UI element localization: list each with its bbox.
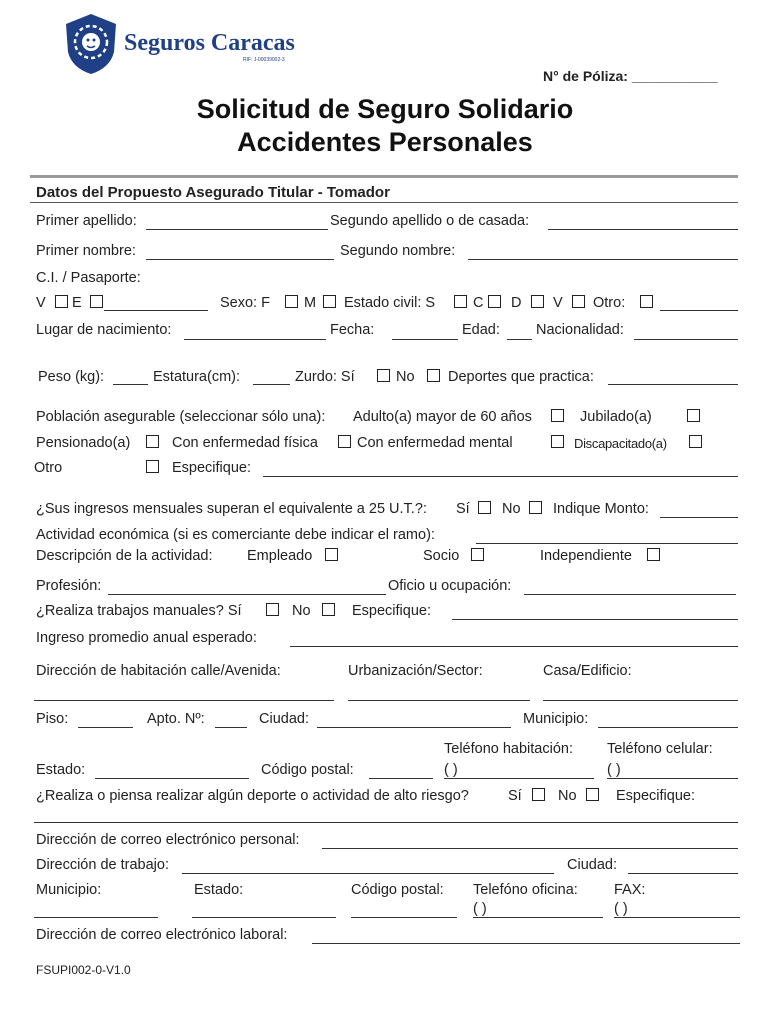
lion-shield-icon [62, 12, 120, 76]
field-primer-nombre[interactable] [146, 259, 334, 260]
label-adulto-mayor: Adulto(a) mayor de 60 años [353, 409, 532, 425]
label-municipio: Municipio: [523, 711, 589, 727]
checkbox-civil-s[interactable] [454, 295, 467, 308]
label-ciudad-trabajo: Ciudad: [567, 857, 617, 873]
label-estado-civil: Estado civil: S [344, 295, 436, 311]
label-fax-area: ( ) [614, 901, 628, 917]
field-direccion-habitacion[interactable] [34, 700, 334, 701]
label-zurdo-no: No [396, 369, 415, 385]
label-m: M [304, 295, 317, 311]
label-enf-fisica: Con enfermedad física [172, 435, 318, 451]
label-oficio: Oficio u ocupación: [388, 578, 512, 594]
checkbox-empleado[interactable] [325, 548, 338, 561]
section-bottom-rule [30, 202, 738, 203]
label-enf-mental: Con enfermedad mental [357, 435, 513, 451]
label-manuales: ¿Realiza trabajos manuales? Sí [36, 603, 242, 619]
label-correo-personal: Dirección de correo electrónico personal: [36, 832, 300, 848]
label-ingresos-si: Sí [456, 501, 470, 517]
label-riesgo-no: No [558, 788, 577, 804]
field-casa-edificio[interactable] [543, 700, 738, 701]
checkbox-v[interactable] [55, 295, 68, 308]
label-profesion: Profesión: [36, 578, 102, 594]
section-heading: Datos del Propuesto Asegurado Titular - Tomador [36, 184, 390, 201]
label-peso: Peso (kg): [38, 369, 105, 385]
checkbox-jubilado[interactable] [687, 409, 700, 422]
field-ciudad[interactable] [317, 727, 511, 728]
checkbox-adulto-mayor[interactable] [551, 409, 564, 422]
field-especifique-poblacion[interactable] [263, 476, 738, 477]
label-jubilado: Jubilado(a) [580, 409, 652, 425]
label-urbanizacion: Urbanización/Sector: [348, 663, 483, 679]
field-correo-personal[interactable] [322, 848, 738, 849]
label-segundo-apellido: Segundo apellido o de casada: [330, 213, 530, 229]
label-ci-pasaporte: C.I. / Pasaporte: [36, 270, 141, 286]
field-codigo-postal-trabajo[interactable] [351, 917, 457, 918]
policy-number-label: N° de Póliza: ___________ [543, 68, 718, 84]
label-v2: V [553, 295, 563, 311]
footer-form-code: FSUPI002-0-V1.0 [36, 963, 131, 977]
label-independiente: Independiente [540, 548, 632, 564]
checkbox-enf-mental[interactable] [551, 435, 564, 448]
checkbox-independiente[interactable] [647, 548, 660, 561]
field-tel-celular[interactable] [607, 778, 738, 779]
label-primer-nombre: Primer nombre: [36, 243, 136, 259]
checkbox-pensionado[interactable] [146, 435, 159, 448]
field-ciudad-trabajo[interactable] [628, 873, 738, 874]
checkbox-civil-d[interactable] [531, 295, 544, 308]
checkbox-civil-otro[interactable] [640, 295, 653, 308]
checkbox-ingresos-si[interactable] [478, 501, 491, 514]
field-civil-otro[interactable] [660, 310, 738, 311]
checkbox-otro-poblacion[interactable] [146, 460, 159, 473]
field-ci-number[interactable] [104, 310, 208, 311]
label-manuales-no: No [292, 603, 311, 619]
label-nacionalidad: Nacionalidad: [536, 322, 624, 338]
checkbox-socio[interactable] [471, 548, 484, 561]
company-name: Seguros Caracas [124, 30, 295, 56]
field-municipio[interactable] [598, 727, 738, 728]
label-riesgo-especifique: Especifique: [616, 788, 695, 804]
field-fax[interactable] [614, 917, 740, 918]
field-direccion-trabajo[interactable] [182, 873, 554, 874]
field-riesgo-especifique[interactable] [34, 822, 738, 823]
label-correo-laboral: Dirección de correo electrónico laboral: [36, 927, 288, 943]
label-tel-celular: Teléfono celular: [607, 741, 713, 757]
field-primer-apellido[interactable] [146, 229, 328, 230]
label-fax: FAX: [614, 882, 646, 898]
field-actividad[interactable] [476, 543, 738, 544]
label-tel-oficina-area: ( ) [473, 901, 487, 917]
label-deporte-riesgo: ¿Realiza o piensa realizar algún deporte o actividad de alto riesgo? [36, 788, 469, 804]
section-top-rule [30, 175, 738, 178]
label-codigo-postal-trabajo: Código postal: [351, 882, 444, 898]
company-rif: RIF: J-00039002-3 [243, 57, 285, 63]
field-segundo-nombre[interactable] [468, 259, 738, 260]
label-tel-oficina: Telefóno oficina: [473, 882, 578, 898]
field-profesion[interactable] [108, 594, 386, 595]
checkbox-sexo-f[interactable] [285, 295, 298, 308]
checkbox-civil-v[interactable] [572, 295, 585, 308]
label-socio: Socio [423, 548, 460, 564]
field-segundo-apellido[interactable] [548, 229, 738, 230]
company-logo [62, 12, 120, 80]
label-otro-poblacion: Otro [34, 460, 63, 476]
field-apto[interactable] [215, 727, 247, 728]
label-piso: Piso: [36, 711, 69, 727]
checkbox-riesgo-no[interactable] [586, 788, 599, 801]
checkbox-civil-c[interactable] [488, 295, 501, 308]
field-fecha[interactable] [392, 339, 458, 340]
label-pensionado: Pensionado(a) [36, 435, 131, 451]
field-ingreso-anual[interactable] [290, 646, 738, 647]
label-especifique-poblacion: Especifique: [172, 460, 251, 476]
field-urbanizacion[interactable] [348, 700, 530, 701]
field-estatura[interactable] [253, 384, 290, 385]
label-discapacitado: Discapacitado(a) [574, 436, 667, 451]
field-tel-habitacion[interactable] [444, 778, 594, 779]
label-empleado: Empleado [247, 548, 313, 564]
field-estado-trabajo[interactable] [192, 917, 336, 918]
label-estatura: Estatura(cm): [153, 369, 241, 385]
label-direccion-habitacion: Dirección de habitación calle/Avenida: [36, 663, 281, 679]
label-casa-edificio: Casa/Edificio: [543, 663, 632, 679]
checkbox-ingresos-no[interactable] [529, 501, 542, 514]
field-indique-monto[interactable] [660, 517, 738, 518]
label-zurdo: Zurdo: Sí [295, 369, 355, 385]
label-riesgo-si: Sí [508, 788, 522, 804]
label-poblacion: Población asegurable (seleccionar sólo una): [36, 409, 326, 425]
checkbox-zurdo-no[interactable] [427, 369, 440, 382]
field-deportes[interactable] [608, 384, 738, 385]
label-municipio-trabajo: Municipio: [36, 882, 102, 898]
label-lugar-nacimiento: Lugar de nacimiento: [36, 322, 172, 338]
field-codigo-postal[interactable] [369, 778, 433, 779]
label-ingresos-no: No [502, 501, 521, 517]
field-lugar-nacimiento[interactable] [184, 339, 326, 340]
label-tel-cel-area: ( ) [607, 762, 621, 778]
field-piso[interactable] [78, 727, 133, 728]
label-c: C [473, 295, 484, 311]
checkbox-enf-fisica[interactable] [338, 435, 351, 448]
document-title-line1: Solicitud de Seguro Solidario [196, 94, 574, 124]
label-estado-trabajo: Estado: [194, 882, 244, 898]
label-v: V [36, 295, 46, 311]
label-ingreso-anual: Ingreso promedio anual esperado: [36, 630, 257, 646]
label-ingresos: ¿Sus ingresos mensuales superan el equivalente a 25 U.T.?: [36, 501, 427, 517]
document-title-line2: Accidentes Personales [237, 127, 533, 157]
label-e: E [72, 295, 82, 311]
label-d: D [511, 295, 522, 311]
field-peso[interactable] [113, 384, 148, 385]
label-segundo-nombre: Segundo nombre: [340, 243, 456, 259]
label-otro: Otro: [593, 295, 626, 311]
label-sexo: Sexo: F [220, 295, 270, 311]
checkbox-e[interactable] [90, 295, 103, 308]
label-indique-monto: Indique Monto: [553, 501, 649, 517]
field-oficio[interactable] [524, 594, 736, 595]
label-edad: Edad: [462, 322, 500, 338]
checkbox-riesgo-si[interactable] [532, 788, 545, 801]
field-nacionalidad[interactable] [634, 339, 738, 340]
checkbox-zurdo-si[interactable] [377, 369, 390, 382]
label-especifique-manuales: Especifique: [352, 603, 431, 619]
label-actividad: Actividad económica (si es comerciante debe indicar el ramo): [36, 527, 435, 543]
label-fecha: Fecha: [330, 322, 375, 338]
field-especifique-manuales[interactable] [452, 619, 738, 620]
label-primer-apellido: Primer apellido: [36, 213, 137, 229]
field-estado[interactable] [95, 778, 249, 779]
label-codigo-postal: Código postal: [261, 762, 354, 778]
checkbox-manuales-no[interactable] [322, 603, 335, 616]
label-ciudad: Ciudad: [259, 711, 309, 727]
label-estado: Estado: [36, 762, 86, 778]
checkbox-sexo-m[interactable] [323, 295, 336, 308]
field-correo-laboral[interactable] [312, 943, 740, 944]
label-tel-habitacion: Teléfono habitación: [444, 741, 573, 757]
label-descripcion: Descripción de la actividad: [36, 548, 213, 564]
label-tel-hab-area: ( ) [444, 762, 458, 778]
field-edad[interactable] [507, 339, 532, 340]
label-direccion-trabajo: Dirección de trabajo: [36, 857, 169, 873]
field-municipio-trabajo[interactable] [34, 917, 158, 918]
checkbox-manuales-si[interactable] [266, 603, 279, 616]
label-apto: Apto. Nº: [147, 711, 205, 727]
label-deportes: Deportes que practica: [448, 369, 594, 385]
field-tel-oficina[interactable] [473, 917, 603, 918]
checkbox-discapacitado[interactable] [689, 435, 702, 448]
